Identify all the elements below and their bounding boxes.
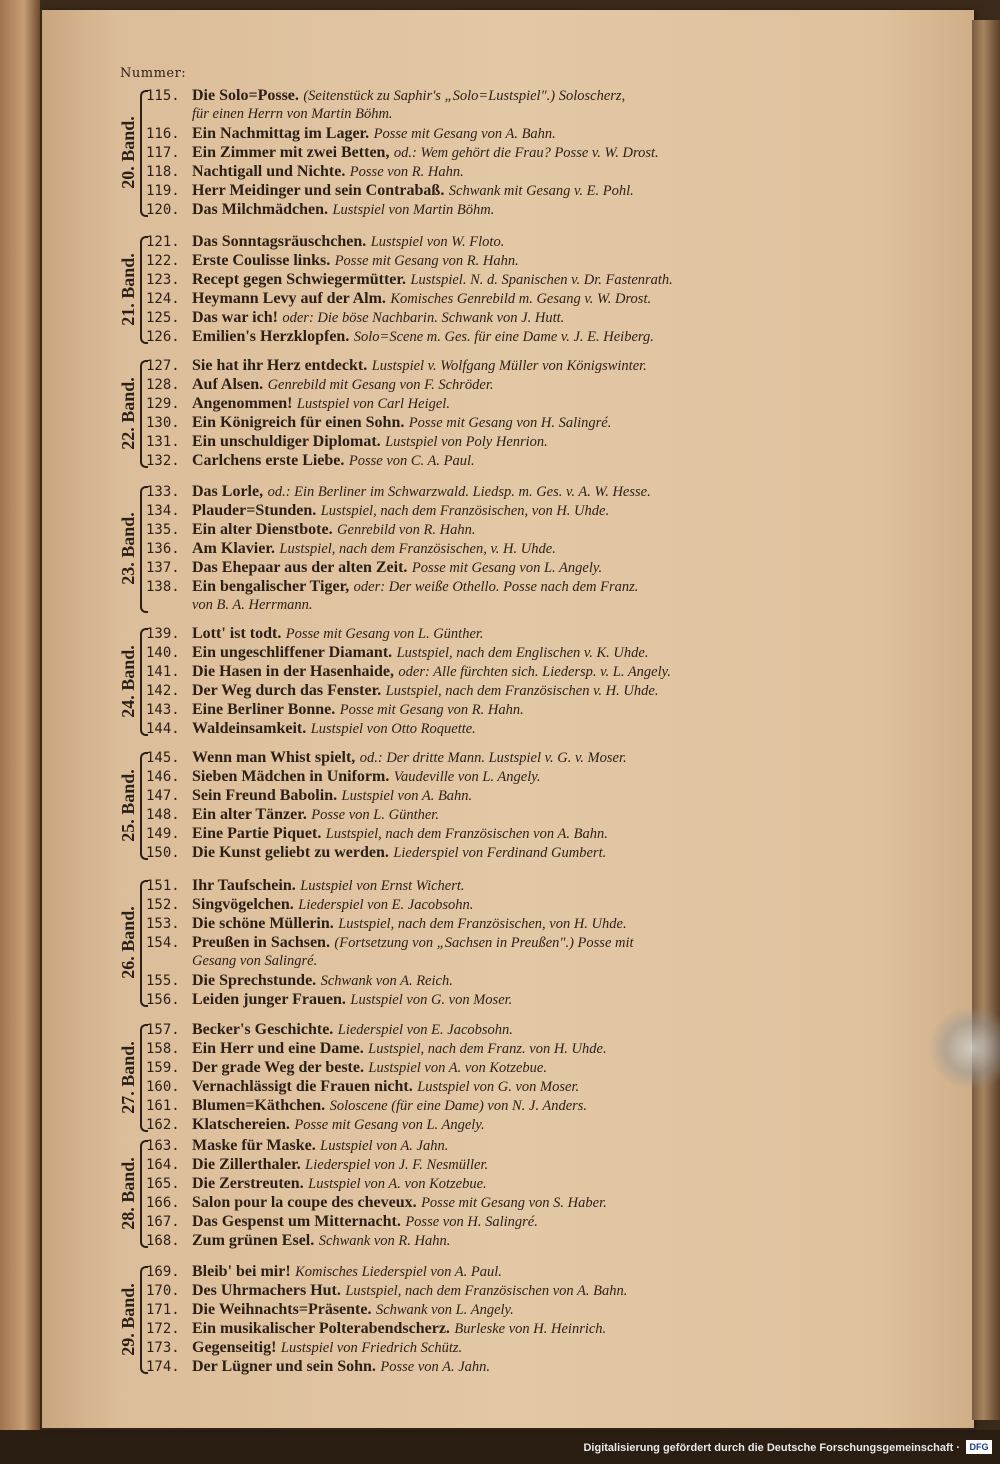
entry-title: Die Zillerthaler.	[192, 1156, 301, 1173]
entry-list	[146, 1262, 800, 1376]
entry-number: 154.	[146, 935, 180, 951]
entry-number: 152.	[146, 897, 180, 913]
entry-title: Emilien's Herzklopfen.	[192, 328, 350, 345]
entry-number: 116.	[146, 126, 180, 142]
entry-number: 124.	[146, 291, 180, 307]
band-label	[118, 232, 138, 346]
entry-title: Das Sonntagsräuschchen.	[192, 233, 367, 250]
entry-description: Posse mit Gesang von S. Haber.	[421, 1195, 607, 1211]
entry-title: Sie hat ihr Herz entdeckt.	[192, 357, 368, 374]
entry-title: Heymann Levy auf der Alm.	[192, 290, 386, 307]
page-clip	[930, 1008, 1000, 1088]
entry-number: 171.	[146, 1302, 180, 1318]
dfg-logo-icon: DFG	[966, 1440, 992, 1454]
entry-description: Posse mit Gesang von L. Angely.	[294, 1117, 485, 1133]
entry-list	[146, 624, 800, 738]
entry-number: 174.	[146, 1359, 180, 1375]
entry-title: Ein musikalischer Polterabendscherz.	[192, 1320, 450, 1337]
catalog-entry	[146, 933, 800, 952]
catalog-entry	[146, 1300, 800, 1319]
entry-number: 147.	[146, 788, 180, 804]
band-group	[110, 86, 800, 219]
catalog-entry	[146, 786, 800, 805]
entry-number: 157.	[146, 1022, 180, 1038]
band-group	[110, 356, 800, 470]
entry-description: Lustspiel von A. von Kotzebue.	[368, 1060, 547, 1076]
band-group	[110, 1020, 800, 1134]
catalog-entry	[146, 1058, 800, 1077]
entry-description: Posse von R. Hahn.	[349, 164, 464, 180]
entry-description: Genrebild mit Gesang von F. Schröder.	[267, 377, 494, 393]
entry-description: Lustspiel, nach dem Französischen von A. Bahn.	[325, 826, 608, 842]
band-label	[118, 748, 138, 862]
band-label-text: 24. Band.	[117, 644, 138, 718]
entry-number: 172.	[146, 1321, 180, 1337]
catalog-entry	[146, 1319, 800, 1338]
entry-title: Wenn man Whist spielt,	[192, 749, 356, 766]
catalog-entry	[146, 1357, 800, 1376]
entry-title: Waldeinsamkeit.	[192, 720, 307, 737]
entry-number: 120.	[146, 202, 180, 218]
catalog-entry	[146, 270, 800, 289]
entry-list	[146, 86, 800, 219]
band-group	[110, 748, 800, 862]
entry-title: Am Klavier.	[192, 540, 275, 557]
entry-list	[146, 1136, 800, 1250]
catalog-entry	[146, 482, 800, 501]
entry-description: Liederspiel von E. Jacobsohn.	[298, 897, 474, 913]
entry-description: Posse mit Gesang von L. Günther.	[285, 626, 484, 642]
entry-list	[146, 876, 800, 1009]
entry-title: Nachtigall und Nichte.	[192, 163, 346, 180]
entry-number: 125.	[146, 310, 180, 326]
catalog-entry	[146, 1155, 800, 1174]
entry-title: Sein Freund Babolin.	[192, 787, 338, 804]
entry-number: 126.	[146, 329, 180, 345]
entry-number: 167.	[146, 1214, 180, 1230]
entry-number: 165.	[146, 1176, 180, 1192]
entry-number: 149.	[146, 826, 180, 842]
catalog-entry	[146, 643, 800, 662]
entry-description: Komisches Genrebild m. Gesang v. W. Drost.	[390, 291, 652, 307]
entry-number: 137.	[146, 560, 180, 576]
entry-description: Posse von L. Günther.	[311, 807, 439, 823]
entry-description: für einen Herrn von Martin Böhm.	[192, 106, 393, 122]
catalog-entry	[146, 1077, 800, 1096]
catalog-entry	[146, 289, 800, 308]
entry-title: Ein alter Tänzer.	[192, 806, 307, 823]
entry-continuation	[146, 952, 800, 971]
catalog-entry	[146, 375, 800, 394]
entry-description: Lustspiel, nach dem Franz. von H. Uhde.	[368, 1041, 607, 1057]
entry-description: Posse von A. Jahn.	[380, 1359, 491, 1375]
entry-list	[146, 356, 800, 470]
entry-description: od.: Der dritte Mann. Lustspiel v. G. v. Moser.	[359, 750, 627, 766]
entry-title: Ein Nachmittag im Lager.	[192, 125, 370, 142]
entry-description: Posse von C. A. Paul.	[348, 453, 475, 469]
catalog-entry	[146, 971, 800, 990]
entry-continuation	[146, 105, 800, 124]
entry-title: Salon pour la coupe des cheveux.	[192, 1194, 417, 1211]
entry-title: Das Milchmädchen.	[192, 201, 328, 218]
entry-number: 133.	[146, 484, 180, 500]
entry-title: Plauder=Stunden.	[192, 502, 317, 519]
entry-description: Posse von H. Salingré.	[405, 1214, 538, 1230]
entry-title: Auf Alsen.	[192, 376, 264, 393]
catalog-entry	[146, 162, 800, 181]
entry-number: 135.	[146, 522, 180, 538]
entry-title: Eine Partie Piquet.	[192, 825, 322, 842]
entry-description: Schwank von L. Angely.	[375, 1302, 514, 1318]
entry-title: Das Ehepaar aus der alten Zeit.	[192, 559, 408, 576]
entry-number: 153.	[146, 916, 180, 932]
entry-list	[146, 1020, 800, 1134]
entry-description: od.: Ein Berliner im Schwarzwald. Liedsp. m. Ges. v. A. W. Hesse.	[267, 484, 651, 500]
entry-title: Ein Königreich für einen Sohn.	[192, 414, 405, 431]
entry-description: (Seitenstück zu Saphir's „Solo=Lustspiel".) Soloscherz,	[303, 88, 626, 104]
catalog-entry	[146, 681, 800, 700]
band-label	[118, 482, 138, 615]
entry-number: 138.	[146, 579, 180, 595]
entry-number: 159.	[146, 1060, 180, 1076]
entry-title: Die schöne Müllerin.	[192, 915, 334, 932]
catalog-entry	[146, 1281, 800, 1300]
catalog-entry	[146, 86, 800, 105]
entry-description: Lustspiel. N. d. Spanischen v. Dr. Fastenrath.	[410, 272, 673, 288]
band-group	[110, 1262, 800, 1376]
entry-description: Lustspiel von G. von Moser.	[417, 1079, 580, 1095]
entry-number: 164.	[146, 1157, 180, 1173]
entry-description: Posse mit Gesang von R. Hahn.	[334, 253, 519, 269]
band-label	[118, 1262, 138, 1376]
entry-description: Lustspiel, nach dem Französischen, von H. Uhde.	[338, 916, 627, 932]
catalog-entry	[146, 914, 800, 933]
entry-title: Ein Herr und eine Dame.	[192, 1040, 364, 1057]
entry-title: Bleib' bei mir!	[192, 1263, 291, 1280]
entry-number: 143.	[146, 702, 180, 718]
entry-description: Vaudeville von L. Angely.	[393, 769, 541, 785]
entry-number: 155.	[146, 973, 180, 989]
entry-number: 148.	[146, 807, 180, 823]
catalog-entry	[146, 624, 800, 643]
band-label	[118, 356, 138, 470]
band-label-text: 25. Band.	[117, 768, 138, 842]
entry-title: Die Kunst geliebt zu werden.	[192, 844, 389, 861]
band-group	[110, 624, 800, 738]
catalog-entry	[146, 767, 800, 786]
catalog-entry	[146, 1262, 800, 1281]
entry-description: Liederspiel von J. F. Nesmüller.	[305, 1157, 489, 1173]
entry-description: Burleske von H. Heinrich.	[454, 1321, 607, 1337]
catalog-entry	[146, 719, 800, 738]
band-label	[118, 86, 138, 219]
catalog-entry	[146, 501, 800, 520]
entry-number: 139.	[146, 626, 180, 642]
entry-description: Lustspiel, nach dem Französischen, von H. Uhde.	[320, 503, 610, 519]
entry-description: Lustspiel von Otto Roquette.	[310, 721, 476, 737]
entry-title: Die Zerstreuten.	[192, 1175, 304, 1192]
entry-description: oder: Der weiße Othello. Posse nach dem Franz.	[353, 579, 639, 595]
catalog-entry	[146, 181, 800, 200]
entry-number: 144.	[146, 721, 180, 737]
entry-description: Posse mit Gesang von A. Bahn.	[373, 126, 556, 142]
catalog-entry	[146, 1193, 800, 1212]
catalog-entry	[146, 200, 800, 219]
entry-number: 122.	[146, 253, 180, 269]
band-label-text: 23. Band.	[117, 512, 138, 585]
entry-description: Lustspiel von Ernst Wichert.	[300, 878, 465, 894]
entry-title: Zum grünen Esel.	[192, 1232, 315, 1249]
catalog-entry	[146, 1039, 800, 1058]
catalog-entry	[146, 824, 800, 843]
entry-number: 131.	[146, 434, 180, 450]
entry-description: od.: Wem gehört die Frau? Posse v. W. Drost.	[393, 145, 659, 161]
catalog-entry	[146, 1115, 800, 1134]
catalog-entry	[146, 1174, 800, 1193]
entry-title: Der Lügner und sein Sohn.	[192, 1358, 376, 1375]
band-label-text: 29. Band.	[117, 1282, 138, 1356]
entry-description: oder: Alle fürchten sich. Liedersp. v. L. Angely.	[398, 664, 671, 680]
entry-title: Klatschereien.	[192, 1116, 290, 1133]
entry-list	[146, 482, 800, 615]
entry-description: Lustspiel von Poly Henrion.	[385, 434, 548, 450]
band-group	[110, 482, 800, 615]
entry-number: 161.	[146, 1098, 180, 1114]
catalog-entry	[146, 1020, 800, 1039]
catalog-entry	[146, 1338, 800, 1357]
entry-description: Posse mit Gesang von R. Hahn.	[339, 702, 524, 718]
entry-number: 118.	[146, 164, 180, 180]
band-label-text: 20. Band.	[117, 116, 138, 189]
band-label-text: 21. Band.	[117, 252, 138, 326]
entry-number: 129.	[146, 396, 180, 412]
footer-credit: Digitalisierung gefördert durch die Deutsche Forschungsgemeinschaft ·	[583, 1442, 960, 1454]
band-label	[118, 1020, 138, 1134]
entry-number: 150.	[146, 845, 180, 861]
entry-title: Singvögelchen.	[192, 896, 294, 913]
entry-description: Lustspiel, nach dem Französischen von A. Bahn.	[345, 1283, 628, 1299]
entry-title: Angenommen!	[192, 395, 293, 412]
catalog-entry	[146, 1231, 800, 1250]
entry-description: Komisches Liederspiel von A. Paul.	[295, 1264, 502, 1280]
entry-description: Lustspiel von A. Jahn.	[320, 1138, 449, 1154]
band-label-text: 28. Band.	[117, 1156, 138, 1230]
entry-number: 121.	[146, 234, 180, 250]
entry-title: Maske für Maske.	[192, 1137, 316, 1154]
entry-title: Ihr Taufschein.	[192, 877, 296, 894]
entry-description: Schwank mit Gesang v. E. Pohl.	[448, 183, 634, 199]
entry-number: 160.	[146, 1079, 180, 1095]
entry-list	[146, 232, 800, 346]
entry-number: 142.	[146, 683, 180, 699]
entry-title: Becker's Geschichte.	[192, 1021, 334, 1038]
band-label	[118, 1136, 138, 1250]
entry-title: Die Hasen in der Hasenhaide,	[192, 663, 394, 680]
entry-title: Sieben Mädchen in Uniform.	[192, 768, 390, 785]
entry-description: Solo=Scene m. Ges. für eine Dame v. J. E. Heiberg.	[353, 329, 654, 345]
entry-description: Lustspiel von G. von Moser.	[350, 992, 513, 1008]
entry-number: 151.	[146, 878, 180, 894]
entry-description: Schwank von R. Hahn.	[318, 1233, 451, 1249]
catalog-entry	[146, 251, 800, 270]
entry-title: Der Weg durch das Fenster.	[192, 682, 382, 699]
entry-title: Ein alter Dienstbote.	[192, 521, 333, 538]
right-page-edge	[972, 20, 1000, 1420]
entry-title: Carlchens erste Liebe.	[192, 452, 345, 469]
catalog-entry	[146, 394, 800, 413]
entry-number: 117.	[146, 145, 180, 161]
catalog-entry	[146, 558, 800, 577]
entry-number: 140.	[146, 645, 180, 661]
entry-title: Ein Zimmer mit zwei Betten,	[192, 144, 390, 161]
entry-title: Das Lorle,	[192, 483, 264, 500]
entry-title: Die Solo=Posse.	[192, 87, 299, 104]
entry-description: Lustspiel von Carl Heigel.	[296, 396, 450, 412]
entry-description: Posse mit Gesang von H. Salingré.	[408, 415, 612, 431]
catalog-entry	[146, 327, 800, 346]
entry-number: 166.	[146, 1195, 180, 1211]
entry-description: von B. A. Herrmann.	[192, 597, 313, 613]
entry-title: Die Sprechstunde.	[192, 972, 317, 989]
entry-number: 146.	[146, 769, 180, 785]
entry-number: 130.	[146, 415, 180, 431]
catalog-entry	[146, 748, 800, 767]
entry-title: Blumen=Käthchen.	[192, 1097, 326, 1114]
band-label-text: 22. Band.	[117, 376, 138, 450]
entry-title: Ein unschuldiger Diplomat.	[192, 433, 381, 450]
entry-description: (Fortsetzung von „Sachsen in Preußen".) Posse mit	[334, 935, 634, 951]
catalog-entry	[146, 805, 800, 824]
entry-number: 173.	[146, 1340, 180, 1356]
entry-description: Gesang von Salingré.	[192, 953, 318, 969]
catalog-entry	[146, 451, 800, 470]
entry-description: Liederspiel von Ferdinand Gumbert.	[393, 845, 607, 861]
entry-title: Erste Coulisse links.	[192, 252, 331, 269]
catalog-entry	[146, 1212, 800, 1231]
catalog-entry	[146, 432, 800, 451]
entry-title: Eine Berliner Bonne.	[192, 701, 336, 718]
entry-description: Soloscene (für eine Dame) von N. J. Anders.	[329, 1098, 588, 1114]
entry-number: 141.	[146, 664, 180, 680]
entry-title: Die Weihnachts=Präsente.	[192, 1301, 372, 1318]
band-label-text: 26. Band.	[117, 906, 138, 979]
catalog-entry	[146, 700, 800, 719]
entry-description: Lustspiel, nach dem Englischen v. K. Uhde.	[396, 645, 649, 661]
entry-number: 123.	[146, 272, 180, 288]
entry-number: 169.	[146, 1264, 180, 1280]
band-label	[118, 624, 138, 738]
band-group	[110, 876, 800, 1009]
entry-number: 145.	[146, 750, 180, 766]
entry-description: Liederspiel von E. Jacobsohn.	[337, 1022, 513, 1038]
entry-description: Lustspiel von Martin Böhm.	[332, 202, 495, 218]
catalog-entry	[146, 413, 800, 432]
entry-title: Der grade Weg der beste.	[192, 1059, 364, 1076]
entry-description: Lustspiel von A. von Kotzebue.	[308, 1176, 487, 1192]
catalog-entry	[146, 662, 800, 681]
entry-number: 115.	[146, 88, 180, 104]
entry-number: 128.	[146, 377, 180, 393]
entry-description: oder: Die böse Nachbarin. Schwank von J. Hutt.	[282, 310, 565, 326]
catalog-entry	[146, 876, 800, 895]
catalog-entry	[146, 232, 800, 251]
band-group	[110, 1136, 800, 1250]
entry-number: 162.	[146, 1117, 180, 1133]
catalog-entry	[146, 356, 800, 375]
entry-number: 158.	[146, 1041, 180, 1057]
entry-title: Ein bengalischer Tiger,	[192, 578, 350, 595]
entry-description: Lustspiel von W. Floto.	[370, 234, 505, 250]
entry-title: Gegenseitig!	[192, 1339, 277, 1356]
catalog-entry	[146, 520, 800, 539]
entry-title: Leiden junger Frauen.	[192, 991, 346, 1008]
band-label-text: 27. Band.	[117, 1040, 138, 1114]
catalog-entry	[146, 539, 800, 558]
catalog-entry	[146, 1096, 800, 1115]
catalog-entry	[146, 124, 800, 143]
entry-description: Genrebild von R. Hahn.	[337, 522, 476, 538]
entry-title: Des Uhrmachers Hut.	[192, 1282, 341, 1299]
entry-number: 134.	[146, 503, 180, 519]
entry-continuation	[146, 596, 800, 615]
entry-description: Posse mit Gesang von L. Angely.	[411, 560, 603, 576]
catalog-entry	[146, 843, 800, 862]
entry-list	[146, 748, 800, 862]
entry-title: Das Gespenst um Mitternacht.	[192, 1213, 401, 1230]
entry-title: Lott' ist todt.	[192, 625, 282, 642]
catalog-entry	[146, 577, 800, 596]
catalog-entry	[146, 1136, 800, 1155]
entry-number: 170.	[146, 1283, 180, 1299]
entry-title: Vernachlässigt die Frauen nicht.	[192, 1078, 413, 1095]
entry-title: Recept gegen Schwiegermütter.	[192, 271, 407, 288]
catalog-entry	[146, 308, 800, 327]
entry-number: 132.	[146, 453, 180, 469]
entry-number: 163.	[146, 1138, 180, 1154]
entry-description: Lustspiel v. Wolfgang Müller von Königswinter.	[371, 358, 647, 374]
entry-description: Lustspiel, nach dem Französischen v. H. Uhde.	[385, 683, 659, 699]
entry-number: 119.	[146, 183, 180, 199]
entry-description: Lustspiel von A. Bahn.	[341, 788, 473, 804]
catalog-entry	[146, 143, 800, 162]
entry-title: Preußen in Sachsen.	[192, 934, 330, 951]
entry-description: Lustspiel von Friedrich Schütz.	[280, 1340, 463, 1356]
band-label	[118, 876, 138, 1009]
band-group	[110, 232, 800, 346]
left-page-edge	[0, 0, 40, 1430]
entry-title: Herr Meidinger und sein Contrabaß.	[192, 182, 445, 199]
entry-number: 168.	[146, 1233, 180, 1249]
column-header-label: Nummer:	[120, 66, 187, 81]
catalog-entry	[146, 895, 800, 914]
entry-number: 156.	[146, 992, 180, 1008]
entry-number: 127.	[146, 358, 180, 374]
entry-title: Das war ich!	[192, 309, 278, 326]
entry-description: Lustspiel, nach dem Französischen, v. H. Uhde.	[279, 541, 556, 557]
entry-number: 136.	[146, 541, 180, 557]
entry-title: Ein ungeschliffener Diamant.	[192, 644, 393, 661]
entry-description: Schwank von A. Reich.	[320, 973, 453, 989]
catalog-entry	[146, 990, 800, 1009]
